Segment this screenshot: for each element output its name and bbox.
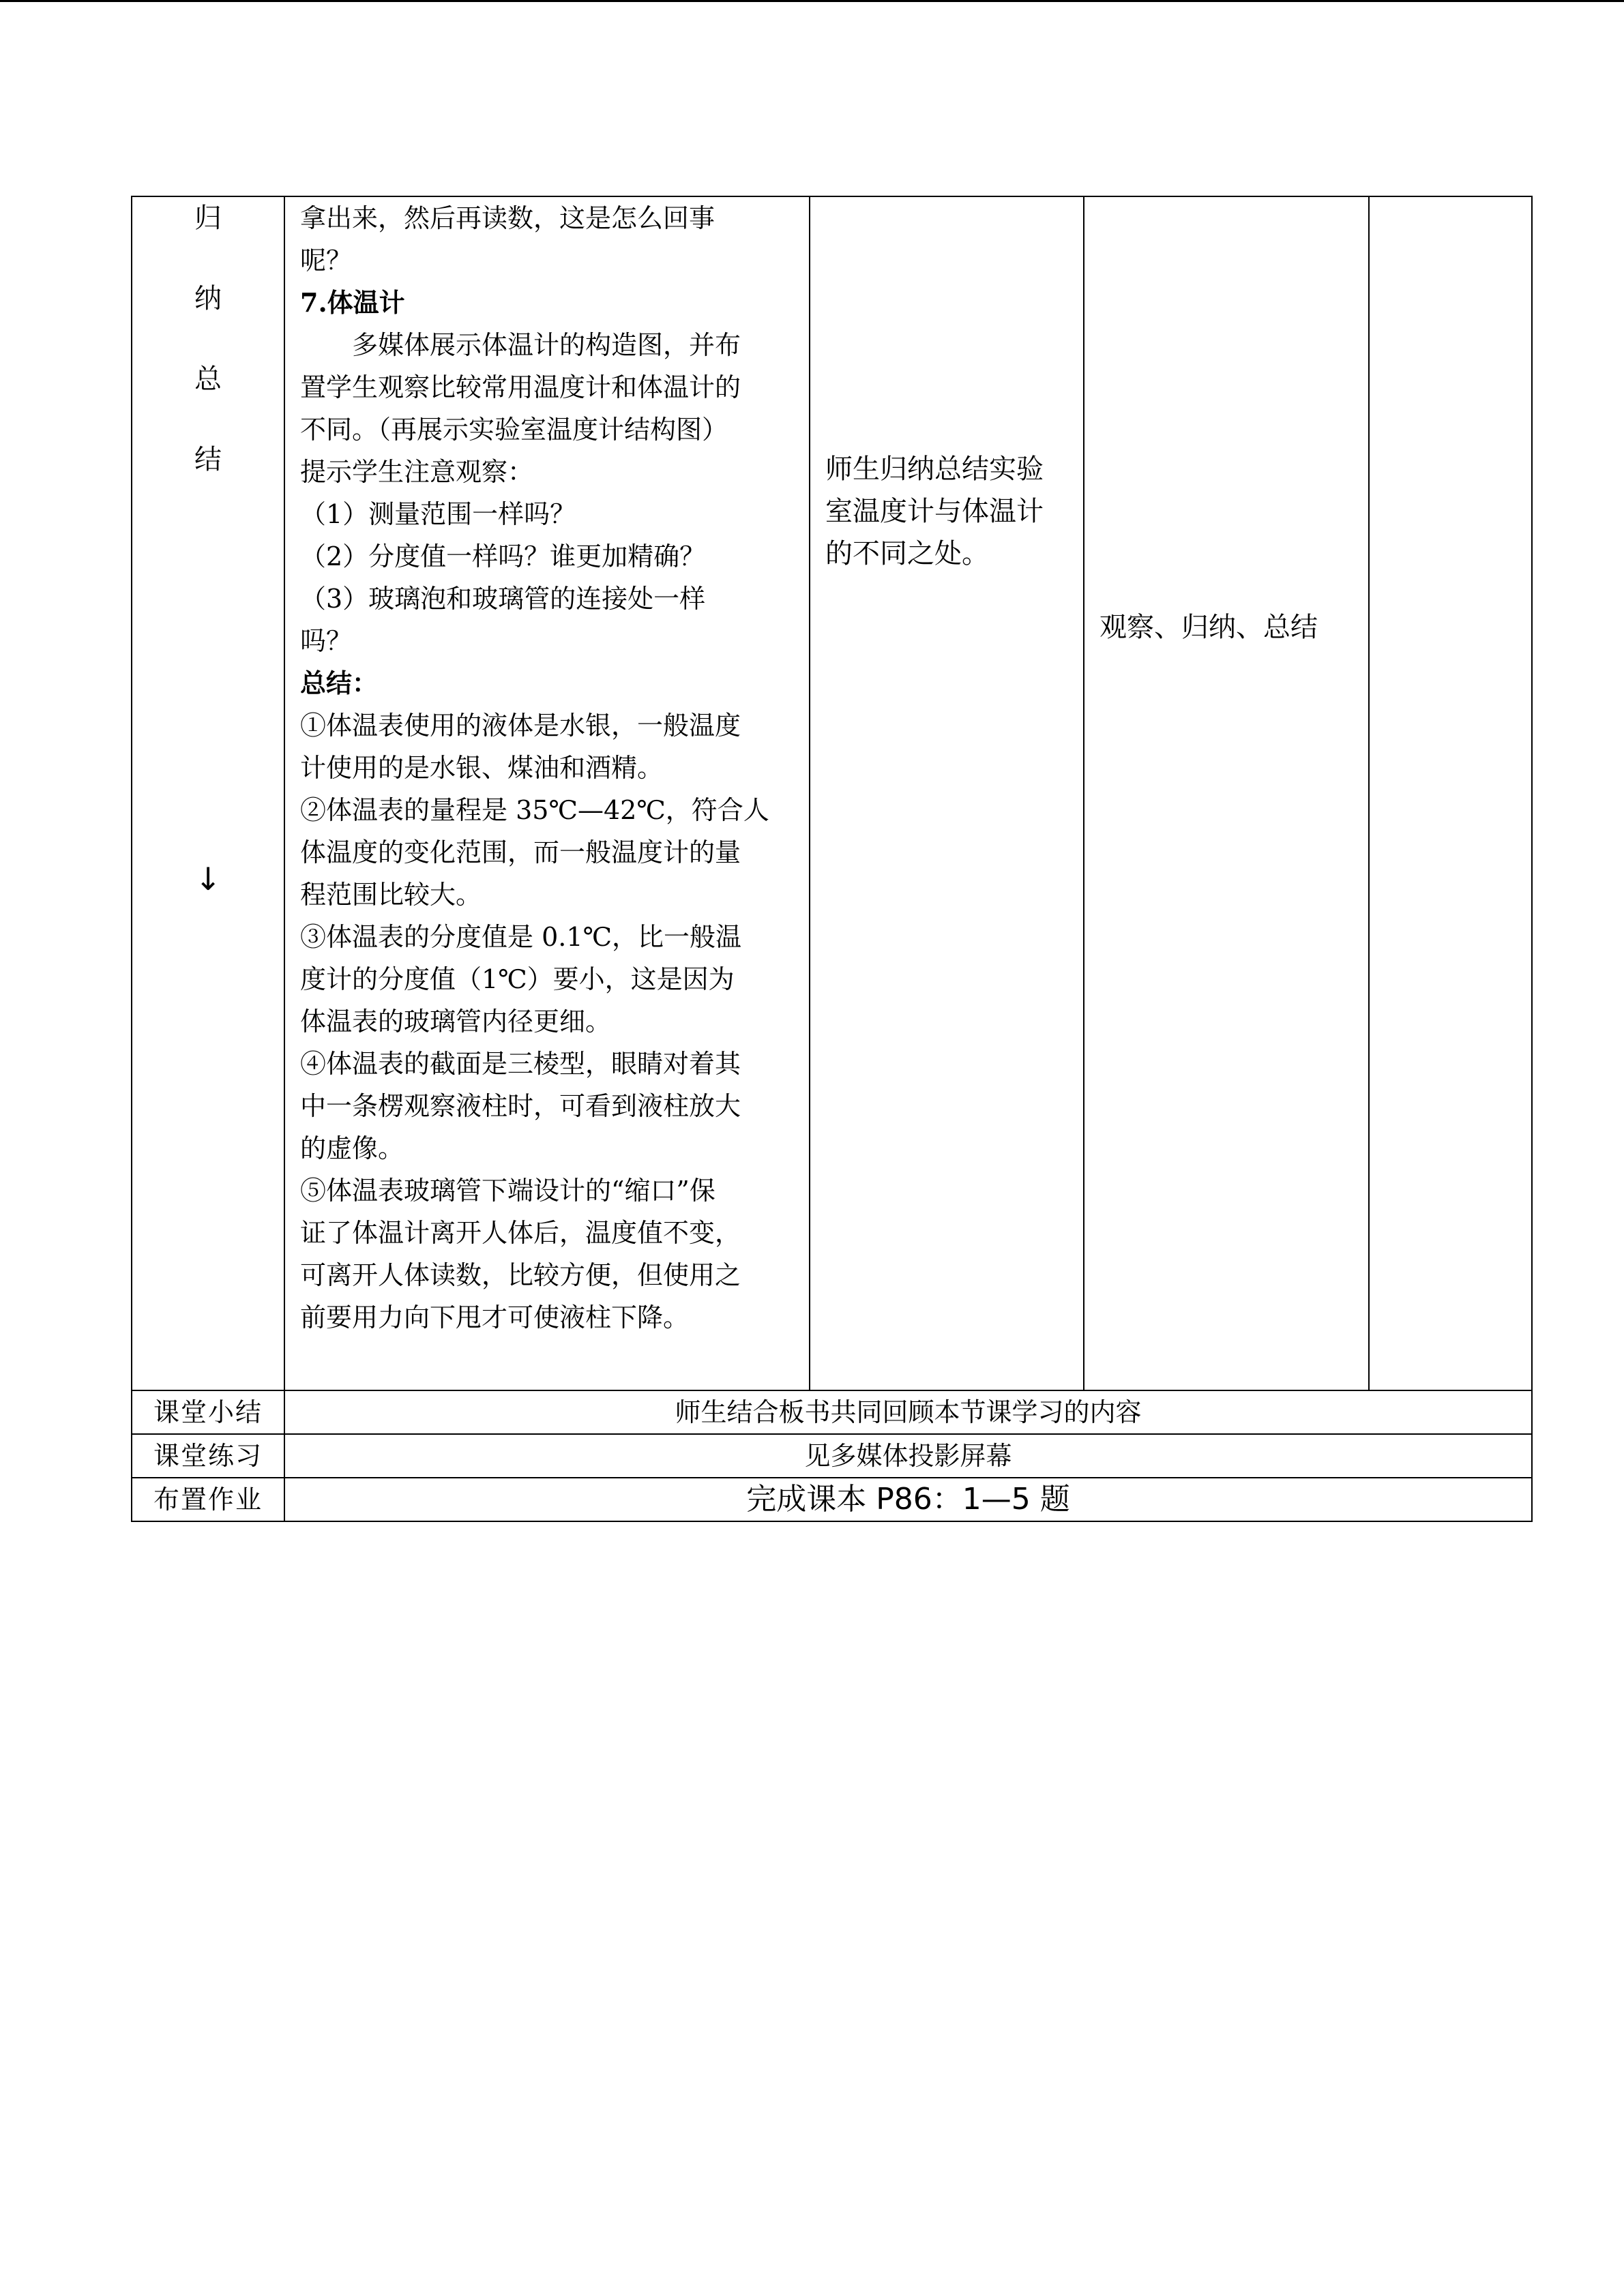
content-line: 证了体温计离开人体后，温度值不变，	[300, 1218, 741, 1248]
content-line: 度计的分度值（1℃）要小，这是因为	[300, 964, 735, 994]
stage-char: 纳	[194, 283, 222, 314]
content-line: 多媒体展示体温计的构造图，并布	[352, 330, 741, 360]
teacher-activity-cell	[810, 196, 1084, 1390]
content-line: 呢？	[300, 245, 353, 275]
content-line: 7.体温计	[300, 287, 405, 318]
teacher-activity-text	[825, 448, 1074, 575]
homework-value: 完成课本 P86：1—5 题	[284, 1478, 1532, 1521]
stage-char: 归	[194, 203, 222, 234]
teaching-content-text	[300, 197, 799, 1339]
student-activity-cell	[1084, 196, 1369, 1390]
content-line: 置学生观察比较常用温度计和体温计的	[300, 372, 741, 402]
content-line: 中一条楞观察液柱时，可看到液柱放大	[300, 1091, 741, 1121]
content-line: 拿出来，然后再读数，这是怎么回事	[300, 203, 715, 233]
teacher-activity-line: 的不同之处。	[825, 538, 989, 569]
stage-char: 总	[194, 363, 222, 395]
main-content-row	[132, 196, 1532, 1390]
page-top-border	[0, 0, 1624, 2]
stage-char: 结	[194, 444, 222, 475]
class-summary-value: 师生结合板书共同回顾本节课学习的内容	[284, 1390, 1532, 1434]
class-exercise-label: 课堂练习	[132, 1434, 284, 1478]
content-line: 提示学生注意观察：	[300, 457, 534, 487]
class-summary-label: 课堂小结	[132, 1390, 284, 1434]
content-line: ②体温表的量程是 35℃—42℃，符合人	[300, 795, 769, 825]
teacher-activity-line: 师生归纳总结实验	[825, 453, 1044, 485]
homework-label: 布置作业	[132, 1478, 284, 1521]
content-line: 总结：	[300, 668, 379, 698]
content-line: （3）玻璃泡和玻璃管的连接处一样	[300, 584, 706, 614]
class-exercise-row	[132, 1434, 1532, 1478]
homework-row	[132, 1478, 1532, 1521]
content-line: ①体温表使用的液体是水银，一般温度	[300, 711, 741, 741]
lesson-plan-table	[131, 196, 1533, 1522]
content-line: 前要用力向下甩才可使液柱下降。	[300, 1302, 690, 1332]
content-line: 吗？	[300, 626, 353, 656]
content-line: 可离开人体读数，比较方便，但使用之	[300, 1260, 741, 1290]
content-line: ③体温表的分度值是 0.1℃，比一般温	[300, 922, 742, 952]
notes-cell	[1369, 196, 1532, 1390]
teacher-activity-line: 室温度计与体温计	[825, 496, 1044, 527]
content-line: （2）分度值一样吗？谁更加精确？	[300, 541, 706, 571]
student-activity-text: 观察、归纳、总结	[1099, 612, 1318, 643]
content-line: ⑤体温表玻璃管下端设计的“缩口”保	[300, 1176, 715, 1206]
teaching-content-cell	[284, 196, 810, 1390]
content-line: 不同。（再展示实验室温度计结构图）	[300, 415, 728, 445]
content-line: 计使用的是水银、煤油和酒精。	[300, 753, 664, 783]
content-line: 体温表的玻璃管内径更细。	[300, 1007, 612, 1037]
content-line: 程范围比较大。	[300, 880, 482, 910]
class-summary-row	[132, 1390, 1532, 1434]
content-line: （1）测量范围一样吗？	[300, 499, 576, 529]
stage-cell	[132, 196, 284, 1390]
content-line: 的虚像。	[300, 1133, 404, 1163]
content-line: 体温度的变化范围，而一般温度计的量	[300, 837, 741, 867]
content-line: ④体温表的截面是三棱型，眼睛对着其	[300, 1049, 741, 1079]
class-exercise-value: 见多媒体投影屏幕	[284, 1434, 1532, 1478]
stage-title	[132, 197, 284, 519]
down-arrow-icon: ↓	[194, 861, 222, 897]
